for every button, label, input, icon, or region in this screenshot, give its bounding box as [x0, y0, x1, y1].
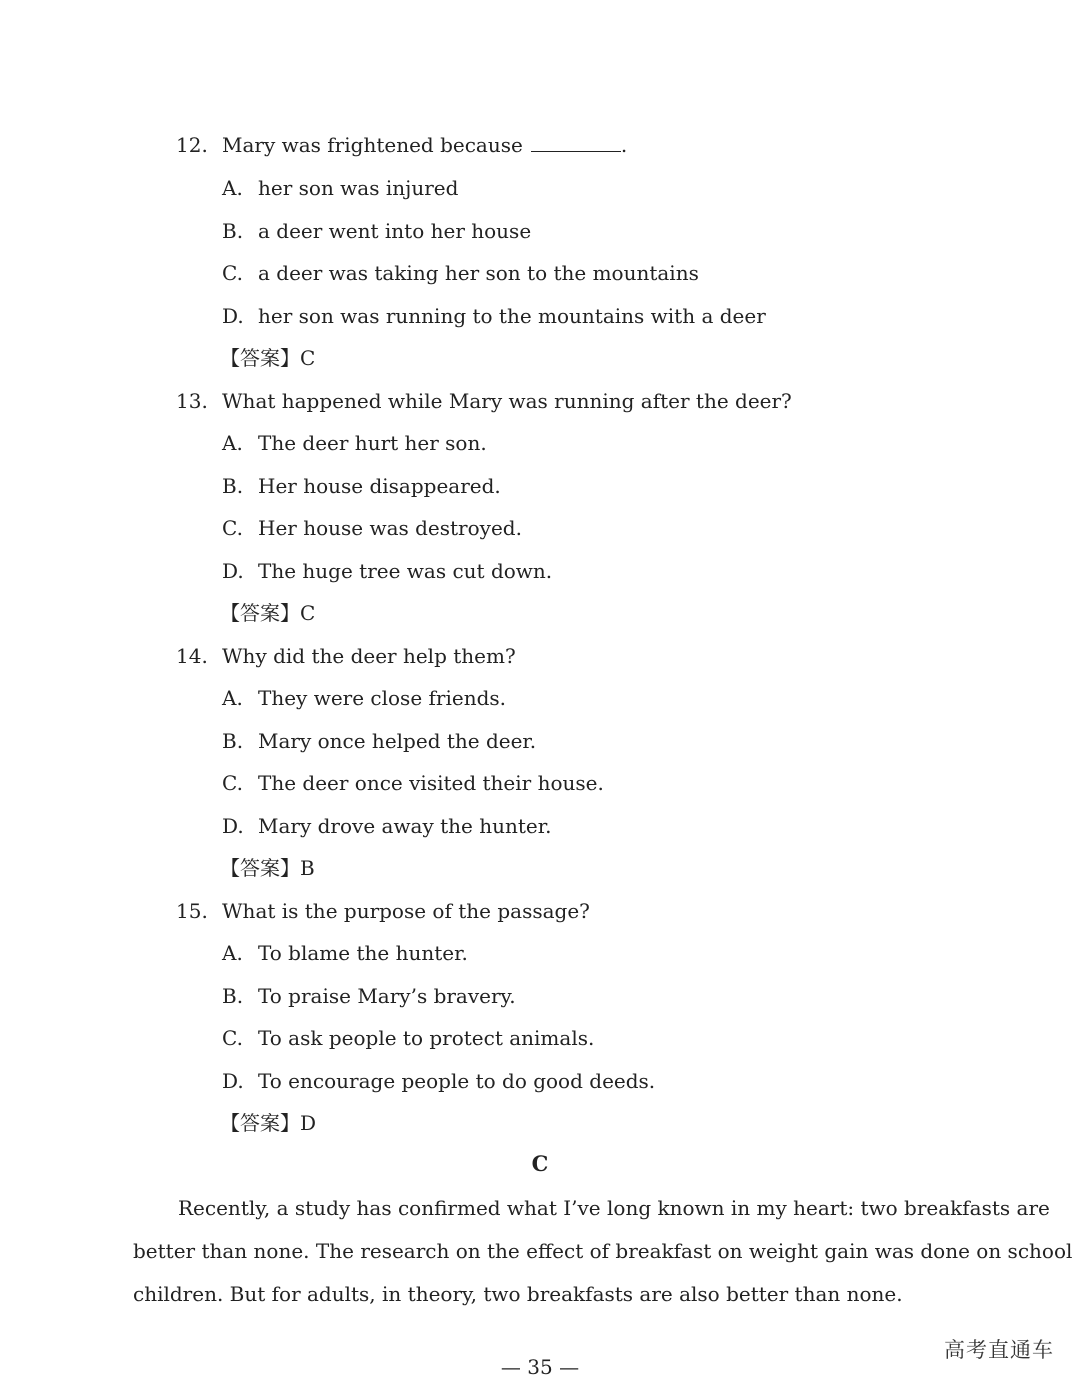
option-letter: D. — [222, 559, 244, 583]
option-letter: B. — [222, 474, 244, 498]
option-text: Mary once helped the deer. — [258, 729, 537, 753]
option-text: To encourage people to do good deeds. — [258, 1069, 656, 1093]
option-letter: A. — [222, 686, 243, 710]
option-text: Mary drove away the hunter. — [258, 814, 552, 838]
option-text: To ask people to protect animals. — [258, 1026, 595, 1050]
question-stem-tail: . — [620, 133, 628, 157]
section-title: C — [531, 1151, 549, 1176]
option-letter: B. — [222, 729, 244, 753]
option-letter: A. — [222, 941, 243, 965]
question-number: 15. — [176, 899, 208, 923]
question-number: 13. — [176, 389, 208, 413]
option-text: her son was injured — [258, 176, 459, 200]
answer-key: 【答案】B — [220, 856, 315, 880]
option-letter: B. — [222, 219, 244, 243]
question-stem: Why did the deer help them? — [222, 644, 516, 668]
answer-key: 【答案】C — [220, 601, 316, 625]
page-number: — 35 — — [500, 1355, 580, 1379]
option-letter: C. — [222, 516, 243, 540]
option-text: The deer hurt her son. — [258, 431, 487, 455]
option-text: To praise Mary’s bravery. — [258, 984, 516, 1008]
option-text: They were close friends. — [258, 686, 507, 710]
option-text: The deer once visited their house. — [258, 771, 604, 795]
watermark: 高考直通车 — [944, 1338, 1054, 1362]
option-text: a deer was taking her son to the mountains — [258, 261, 699, 285]
question-stem: What is the purpose of the passage? — [222, 899, 590, 923]
paragraph-line: Recently, a study has confirmed what I’ve long known in my heart: two breakfasts are — [178, 1196, 1050, 1220]
question-number: 14. — [176, 644, 208, 668]
option-text: The huge tree was cut down. — [258, 559, 553, 583]
option-letter: D. — [222, 814, 244, 838]
paragraph-line: better than none. The research on the effect of breakfast on weight gain was done on school — [133, 1239, 1073, 1263]
option-text: a deer went into her house — [258, 219, 532, 243]
option-text: her son was running to the mountains with a deer — [258, 304, 766, 328]
answer-key: 【答案】D — [220, 1111, 317, 1135]
option-text: Her house was destroyed. — [258, 516, 522, 540]
option-letter: A. — [222, 431, 243, 455]
option-text: To blame the hunter. — [258, 941, 468, 965]
option-letter: B. — [222, 984, 244, 1008]
option-letter: D. — [222, 304, 244, 328]
question-stem-text: Mary was frightened because — [222, 133, 523, 157]
option-letter: C. — [222, 261, 243, 285]
answer-blank — [531, 133, 621, 152]
option-letter: A. — [222, 176, 243, 200]
answer-key: 【答案】C — [220, 346, 316, 370]
question-stem: What happened while Mary was running after the deer? — [222, 389, 792, 413]
option-letter: D. — [222, 1069, 244, 1093]
question-stem — [222, 131, 627, 159]
question-number: 12. — [176, 133, 208, 157]
option-text: Her house disappeared. — [258, 474, 501, 498]
paragraph-line: children. But for adults, in theory, two breakfasts are also better than none. — [133, 1282, 903, 1306]
option-letter: C. — [222, 771, 243, 795]
option-letter: C. — [222, 1026, 243, 1050]
